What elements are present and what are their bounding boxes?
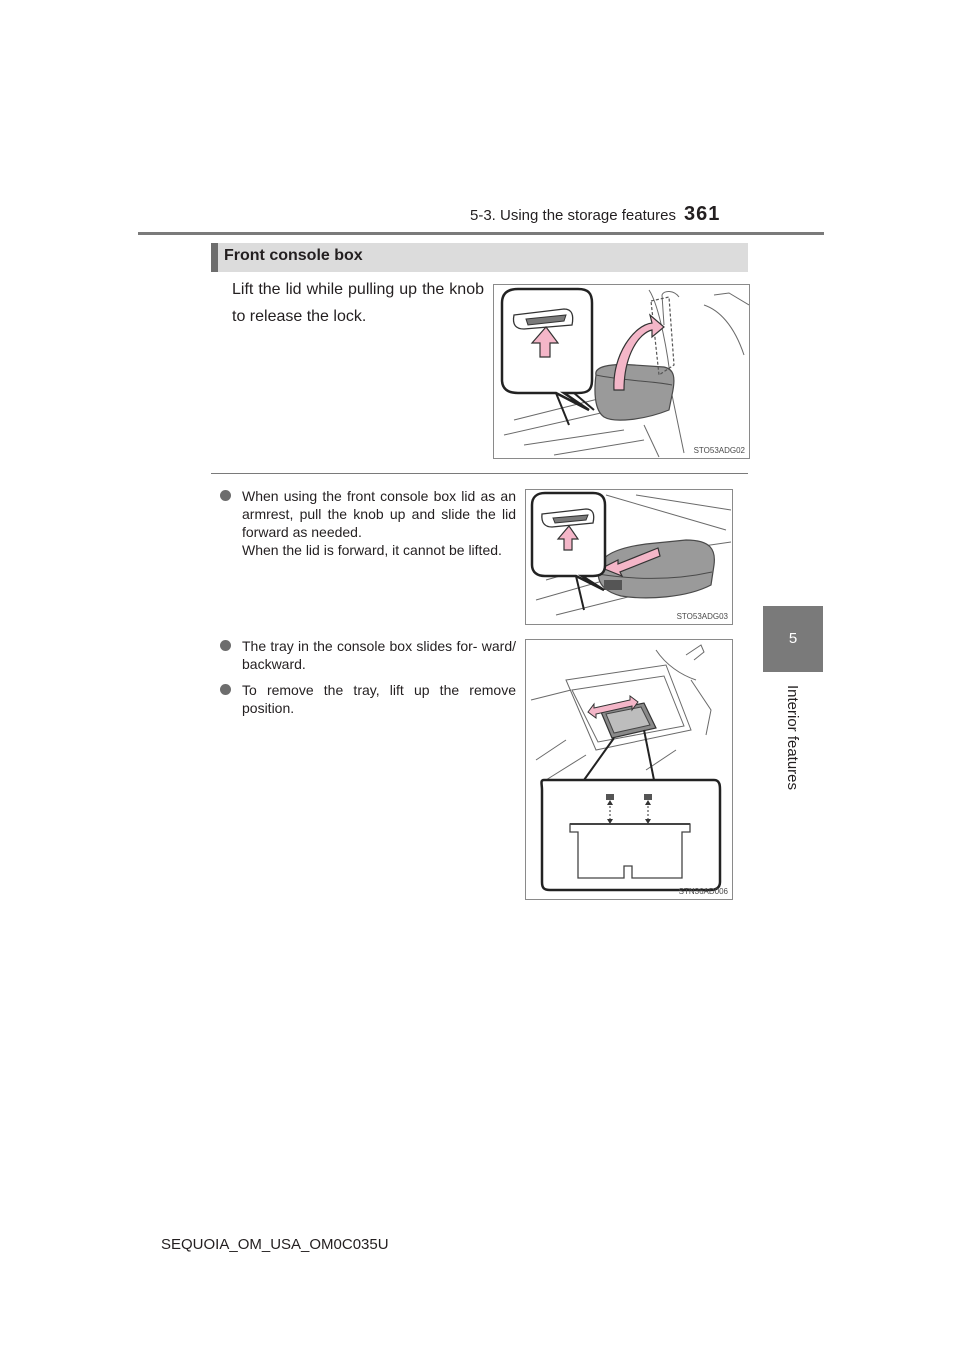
page-number: 361 bbox=[684, 203, 721, 225]
footer-document-code: SEQUOIA_OM_USA_OM0C035U bbox=[161, 1236, 389, 1253]
figure-lid-lift bbox=[493, 284, 750, 459]
bullet-dot-icon bbox=[220, 490, 231, 501]
chapter-tab: 5 bbox=[763, 606, 823, 672]
chapter-label-text: Interior features bbox=[784, 684, 802, 790]
section-title: Front console box bbox=[224, 247, 363, 264]
bullet-dot-icon bbox=[220, 684, 231, 695]
bullet-tray-slides bbox=[220, 637, 516, 673]
figure-lid-slide bbox=[525, 489, 733, 625]
bullet-text: To remove the tray, lift up the remove position. bbox=[242, 682, 516, 716]
header-rule bbox=[138, 232, 824, 235]
bullet-armrest bbox=[220, 487, 516, 559]
figure-tray bbox=[525, 639, 733, 900]
section-divider bbox=[211, 473, 748, 474]
chapter-label bbox=[745, 682, 841, 792]
figure-code: STN36AD006 bbox=[678, 887, 728, 896]
figure-code: STO53ADG02 bbox=[693, 446, 745, 455]
bullet-text: When using the front console box lid as an armrest, pull the knob up and slide the lid forward as needed. bbox=[242, 488, 516, 540]
console-lid-slide-illustration-icon bbox=[526, 490, 732, 624]
bullet-dot-icon bbox=[220, 640, 231, 651]
console-lid-lift-illustration-icon bbox=[494, 285, 749, 458]
bullet-text-continued: When the lid is forward, it cannot be lifted. bbox=[242, 542, 502, 558]
console-tray-illustration-icon bbox=[526, 640, 732, 899]
bullet-text: The tray in the console box slides for- ward/ backward. bbox=[242, 638, 516, 672]
header-section-title: 5-3. Using the storage features bbox=[470, 207, 676, 224]
bullet-remove-tray bbox=[220, 681, 516, 717]
intro-text: Lift the lid while pulling up the knob to release the lock. bbox=[232, 281, 484, 325]
figure-code: STO53ADG03 bbox=[676, 612, 728, 621]
